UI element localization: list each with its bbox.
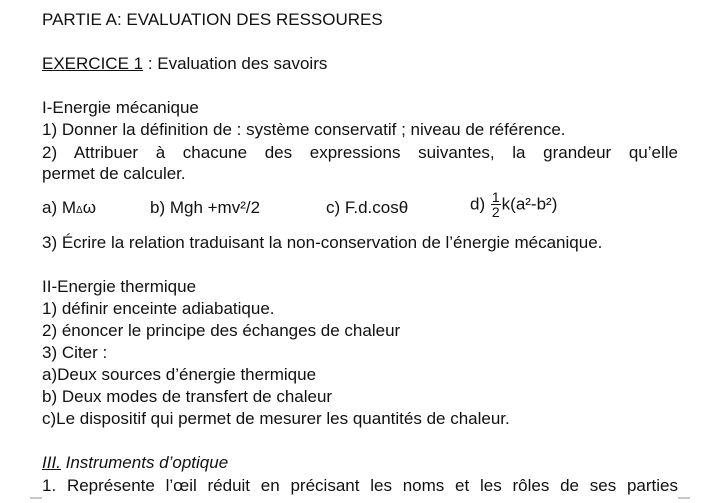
page-corner-left <box>30 497 42 499</box>
choice-a: a) MΔω <box>42 198 96 217</box>
section1-title: I-Energie mécanique <box>42 98 199 117</box>
choice-c: c) F.d.cosθ <box>326 198 409 217</box>
section1-question-1: 1) Donner la définition de : système conservatif ; niveau de référence. <box>42 120 566 139</box>
section3-title: Instruments d’optique <box>60 453 229 472</box>
section3-heading <box>42 453 228 473</box>
section2-item-b: b) Deux modes de transfert de chaleur <box>42 387 333 406</box>
choice-b: b) Mgh +mv²/2 <box>150 198 261 217</box>
section2-item-a: a)Deux sources d’énergie thermique <box>42 365 317 384</box>
section1-question-2-continued: permet de calculer. <box>42 164 186 183</box>
section2-question-3: 3) Citer : <box>42 343 108 362</box>
section2-question-2: 2) énoncer le principe des échanges de chaleur <box>42 321 401 340</box>
choice-d: d) $\frac{1}{2}$ k(a²-b²) <box>470 189 558 220</box>
section3-number: III. <box>42 453 61 472</box>
section2-item-c: c)Le dispositif qui permet de mesurer les quantités de chaleur. <box>42 409 510 428</box>
exercise-label: EXERCICE 1 <box>42 54 144 73</box>
page-corner-right <box>678 497 690 499</box>
section2-title: II-Energie thermique <box>42 277 197 296</box>
section1-question-3: 3) Écrire la relation traduisant la non-conservation de l’énergie mécanique. <box>42 233 603 252</box>
section3-question-1: 1. Représente l’œil réduit en précisant les noms et les rôles de ses parties <box>42 476 678 495</box>
section1-question-2: 2) Attribuer à chacune des expressions suivantes, la grandeur qu’elle <box>42 143 678 162</box>
part-title: PARTIE A: EVALUATION DES RESSOURES <box>42 10 383 29</box>
section2-question-1: 1) définir enceinte adiabatique. <box>42 299 275 318</box>
delta-subscript: Δ <box>76 205 83 216</box>
fraction-one-half: $\frac{1}{2}$ <box>491 189 500 220</box>
exercise-subtitle: : Evaluation des savoirs <box>143 54 328 73</box>
exercise-heading <box>42 54 327 74</box>
